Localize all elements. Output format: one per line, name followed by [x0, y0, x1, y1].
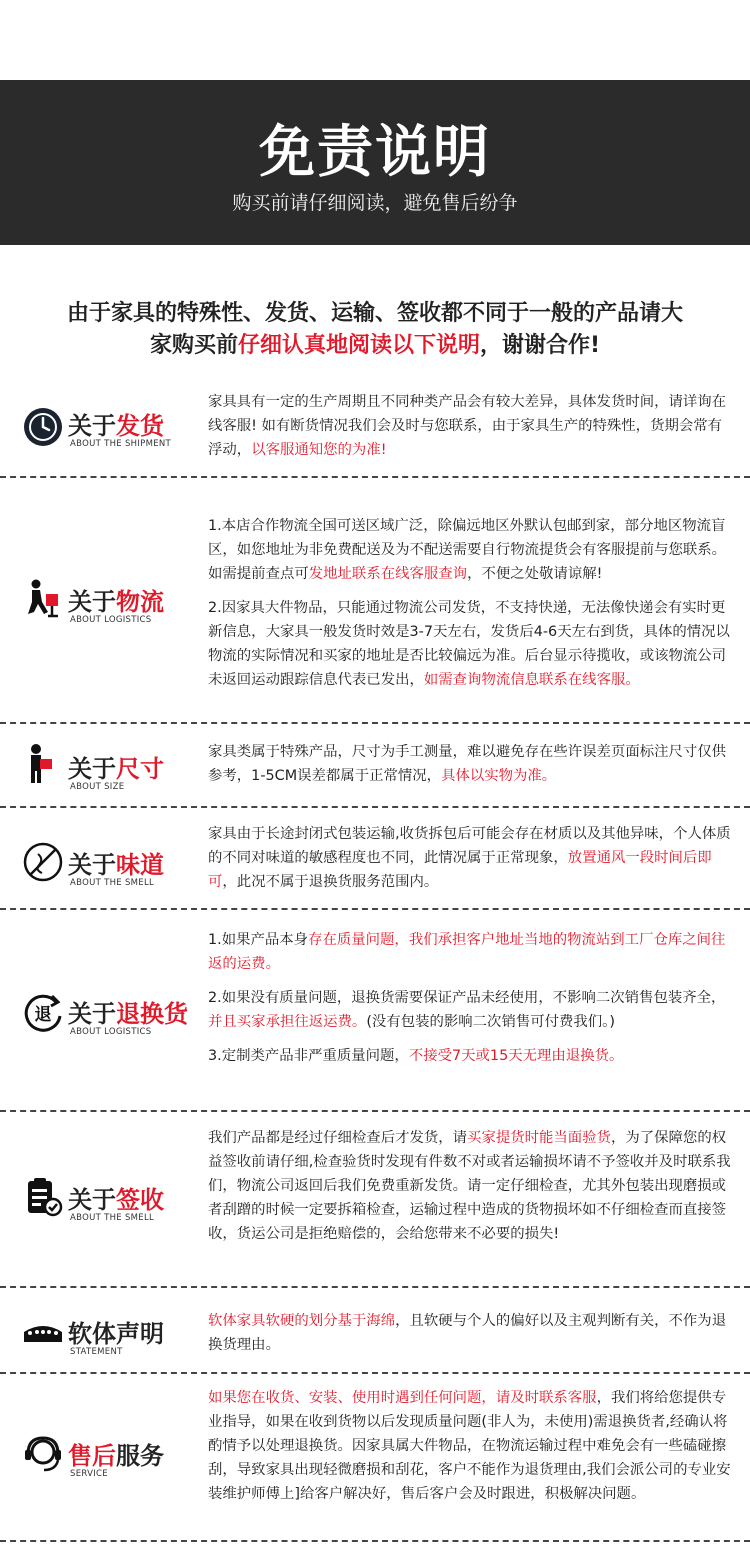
section-title-returns — [68, 994, 188, 1029]
section-title-service — [68, 1436, 164, 1471]
section-body-service — [208, 1386, 734, 1506]
divider — [0, 476, 750, 478]
returns-p2-end: (没有包装的影响二次销售可付费我们。) — [366, 1014, 615, 1030]
delivery-person-icon — [22, 578, 64, 620]
section-subtitle-returns: ABOUT LOGISTICS — [70, 1027, 152, 1037]
section-subtitle-soft: STATEMENT — [70, 1347, 123, 1357]
logistics-p1: 1.本店合作物流全国可送区域广泛，除偏远地区外默认包邮到家，部分地区物流盲区，如您地址为非免费配送及为不配送需要自行物流提货会有客服提前与您联系。如需提前查点可 — [208, 518, 727, 582]
title-prefix: 关于 — [68, 851, 116, 879]
intro-line-2-highlight: 仔细认真地阅读以下说明 — [237, 333, 480, 358]
section-body-returns — [208, 928, 734, 1068]
section-subtitle-size: ABOUT SIZE — [70, 782, 125, 792]
returns-p2-highlight: 并且买家承担往返运费。 — [208, 1014, 367, 1030]
section-title-sign — [68, 1180, 164, 1215]
title-suffix: 服务 — [116, 1442, 164, 1470]
returns-p2: 2.如果没有质量问题，退换货需要保证产品未经使用，不影响二次销售包装齐全， — [208, 990, 726, 1006]
section-subtitle-smell: ABOUT THE SMELL — [70, 878, 155, 888]
section-body-soft — [208, 1309, 734, 1357]
section-body-shipment — [208, 390, 734, 462]
page-subtitle: 购买前请仔细阅读，避免售后纷争 — [232, 192, 518, 214]
title-prefix: 关于 — [68, 755, 116, 783]
return-icon-char: 退 — [34, 1005, 52, 1025]
section-title-shipment — [68, 406, 164, 441]
clock-icon — [22, 406, 64, 448]
title-highlight: 尺寸 — [116, 755, 164, 783]
service-highlight: 如果您在收货、安装、使用时遇到任何问题，请及时联系客服 — [208, 1390, 597, 1406]
return-icon — [22, 992, 64, 1034]
size-text: 家具类属于特殊产品，尺寸为手工测量，难以避免存在些许误差页面标注尺寸仅供参考，1-5CM误差都属于正常情况， — [208, 744, 727, 784]
service-text: ，我们将给您提供专业指导，如果在收到货物以后发现质量问题(非人为，未使用)需退换货者,经确认将酌情予以处理退换货。因家具属大件物品，在物流运输过程中难免会有一些磕碰擦刮，导致家具出现轻微磨损和刮花，客户不能作为退货理由,我们会派公司的专业安装维护师傅上]给客户解决好，售后客户会及时跟进，积极解决问题。 — [208, 1390, 731, 1502]
divider — [0, 1372, 750, 1374]
smell-text-end: ，此况不属于退换货服务范围内。 — [222, 874, 439, 890]
title-highlight: 味道 — [116, 851, 164, 879]
section-body-logistics — [208, 514, 734, 692]
section-body-sign — [208, 1126, 734, 1246]
returns-p1-highlight: 存在质量问题，我们承担客户地址当地的物流站到工厂仓库之间往返的运费。 — [208, 932, 726, 972]
title-highlight: 售后 — [68, 1442, 116, 1470]
no-smell-icon — [22, 841, 64, 883]
headset-icon — [22, 1432, 64, 1474]
title-highlight: 发货 — [116, 412, 164, 440]
section-subtitle-service: SERVICE — [70, 1469, 108, 1479]
section-body-size — [208, 740, 734, 788]
title-prefix: 软体 — [68, 1320, 116, 1348]
shipment-text: 家具具有一定的生产周期且不同种类产品会有较大差异，具体发货时间，请详询在线客服! 如有断货情况我们会及时与您联系，由于家具生产的特殊性，货期会常有浮动， — [208, 394, 727, 458]
title-suffix: 声明 — [116, 1320, 164, 1348]
title-prefix: 关于 — [68, 412, 116, 440]
intro-line-2 — [20, 330, 730, 362]
soft-text: ，且软硬与个人的偏好以及主观判断有关，不作为退换货理由。 — [208, 1313, 727, 1353]
returns-p1: 1.如果产品本身 — [208, 932, 309, 948]
title-prefix: 关于 — [68, 1000, 116, 1028]
title-highlight: 签收 — [116, 1186, 164, 1214]
intro-line-2-post: ，谢谢合作! — [479, 333, 601, 358]
divider — [0, 1110, 750, 1112]
person-box-icon — [22, 743, 64, 785]
intro-text — [20, 298, 730, 362]
shipment-highlight: 以客服通知您的为准! — [251, 442, 387, 458]
sofa-icon — [22, 1312, 64, 1354]
page-title: 免责说明 — [259, 120, 491, 185]
section-title-soft — [68, 1314, 164, 1349]
returns-p3: 3.定制类产品非严重质量问题， — [208, 1048, 409, 1064]
section-subtitle-logistics: ABOUT LOGISTICS — [70, 615, 152, 625]
sign-text-end: ，为了保障您的权益签收前请仔细,检查验货时发现有件数不对或者运输损坏请不予签收并及时联系我们，物流公司返回后我们免费重新发货。请一定仔细检查，尤其外包装出现磨损或者刮蹭的时候一定要拆箱检查，运输过程中造成的货物损坏如不仔细检查而直接签收，货运公司是拒绝赔偿的，会给您带来不必要的损失! — [208, 1130, 731, 1242]
divider — [0, 908, 750, 910]
clipboard-check-icon — [22, 1176, 64, 1218]
section-title-smell — [68, 845, 164, 880]
divider — [0, 1540, 750, 1542]
sign-highlight: 买家提货时能当面验货 — [467, 1130, 611, 1146]
title-prefix: 关于 — [68, 588, 116, 616]
divider — [0, 722, 750, 724]
title-highlight: 物流 — [116, 588, 164, 616]
logistics-p1-highlight: 发地址联系在线客服查询 — [308, 566, 468, 582]
section-subtitle-sign: ABOUT THE SMELL — [70, 1213, 155, 1223]
title-prefix: 关于 — [68, 1186, 116, 1214]
section-body-smell — [208, 822, 734, 894]
logistics-p1-end: ，不便之处敬请谅解! — [467, 566, 603, 582]
header-banner — [0, 80, 750, 245]
soft-highlight: 软体家具软硬的划分基于海绵 — [208, 1313, 396, 1329]
intro-line-1: 由于家具的特殊性、发货、运输、签收都不同于一般的产品请大 — [66, 301, 683, 326]
sign-text: 我们产品都是经过仔细检查后才发货，请 — [208, 1130, 468, 1146]
smell-highlight: 放置通风一段时间后即可 — [208, 850, 712, 890]
section-title-size — [68, 749, 164, 784]
divider — [0, 1286, 750, 1288]
returns-p3-highlight: 不接受7天或15天无理由退换货。 — [408, 1048, 624, 1064]
section-title-logistics — [68, 582, 164, 617]
logistics-p2: 2.因家具大件物品，只能通过物流公司发货，不支持快递，无法像快递会有实时更新信息，大家具一般发货时效是3-7天左右，发货后4-6天左右到货，具体的情况以物流的实际情况和买家的地址是否比较偏远为准。后台显示待揽收，或该物流公司未返回运动跟踪信息代表已发出， — [208, 600, 730, 688]
divider — [0, 806, 750, 808]
smell-text: 家具由于长途封闭式包装运输,收货拆包后可能会存在材质以及其他异味，个人体质的不同对味道的敏感程度也不同，此情况属于正常现象， — [208, 826, 731, 866]
intro-line-2-pre: 家购买前 — [149, 333, 238, 358]
logistics-p2-highlight: 如需查询物流信息联系在线客服。 — [423, 672, 640, 688]
size-highlight: 具体以实物为准。 — [441, 768, 557, 784]
section-subtitle-shipment: ABOUT THE SHIPMENT — [70, 439, 172, 449]
title-highlight: 退换货 — [116, 1000, 188, 1028]
